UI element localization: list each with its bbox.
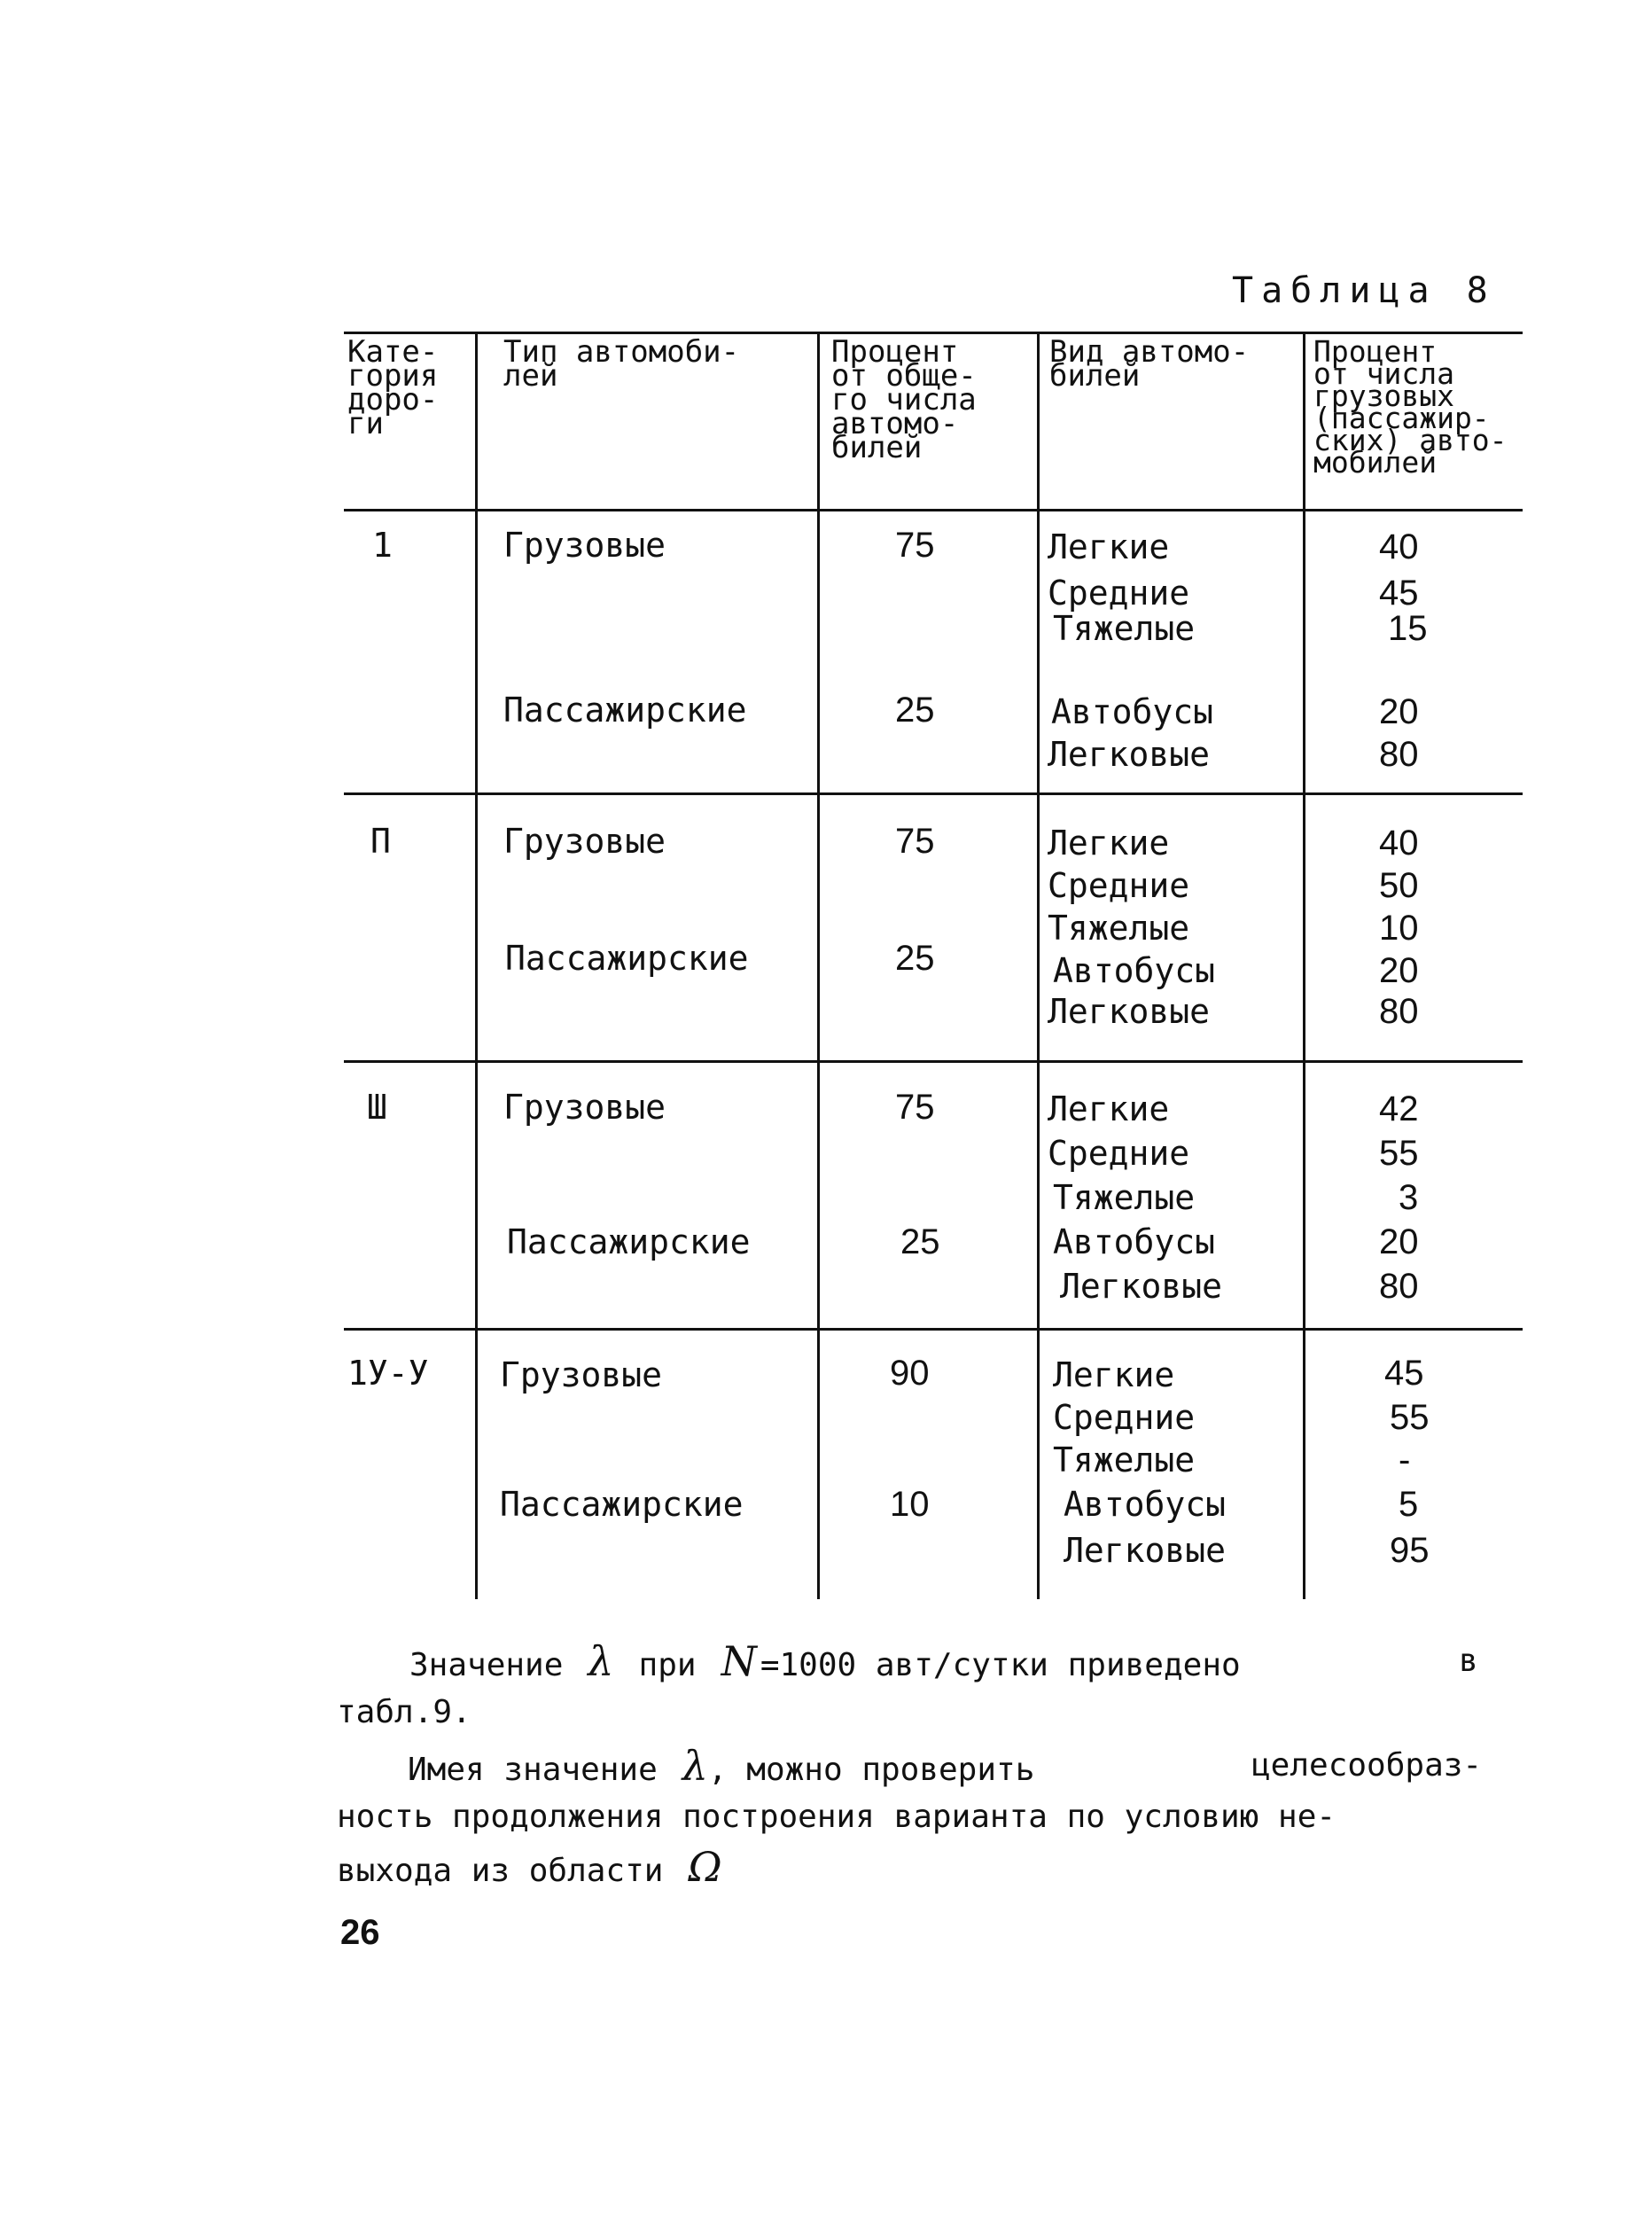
header-vehicle-kind: Вид автомо- билей: [1049, 334, 1250, 394]
kind-percent: 45: [1379, 574, 1419, 613]
text-segment: при: [638, 1647, 697, 1683]
kind-percent: 3: [1399, 1178, 1419, 1217]
kind-percent: 45: [1384, 1354, 1424, 1393]
text-segment: ность продолжения построения варианта по условию не-: [337, 1799, 1336, 1835]
kind-percent: 10: [1379, 909, 1419, 948]
kind-heavy: Тяжелые: [1048, 909, 1190, 948]
table-vline: [1037, 332, 1040, 1599]
n-symbol: N: [721, 1637, 757, 1685]
kind-bus: Автобусы: [1064, 1485, 1227, 1524]
type-freight: Грузовые: [503, 822, 666, 861]
table-vline: [475, 332, 478, 1599]
type-percent: 75: [895, 1088, 935, 1127]
text-segment: , можно проверить: [707, 1752, 1035, 1788]
kind-car: Легковые: [1048, 992, 1211, 1031]
type-passenger: Пассажирские: [507, 1222, 751, 1261]
kind-medium: Средние: [1048, 1134, 1190, 1173]
kind-percent: 42: [1379, 1089, 1419, 1128]
type-freight: Грузовые: [503, 1088, 666, 1127]
header-rule: [344, 509, 1523, 511]
text-segment: в: [1459, 1643, 1478, 1679]
category-label: 1У-У: [347, 1354, 429, 1393]
page-number: 26: [340, 1913, 380, 1952]
type-percent: 25: [895, 939, 935, 978]
kind-percent: 55: [1390, 1398, 1430, 1437]
category-label: 1: [372, 526, 393, 565]
paragraph-line-end: [1251, 1743, 1482, 1789]
text-segment: выхода из области: [337, 1853, 664, 1889]
data-table: [344, 332, 1523, 1599]
kind-light: Легкие: [1048, 824, 1170, 863]
kind-medium: Средние: [1048, 574, 1190, 613]
table-vline: [1303, 332, 1305, 1599]
omega-symbol: Ω: [688, 1843, 722, 1891]
kind-medium: Средние: [1053, 1398, 1196, 1437]
table-vline: [817, 332, 820, 1599]
kind-percent: 20: [1379, 1222, 1419, 1261]
kind-percent: 50: [1379, 866, 1419, 905]
group-rule: [344, 1060, 1523, 1063]
type-percent: 75: [895, 526, 935, 565]
group-rule: [344, 792, 1523, 795]
type-percent: 10: [890, 1485, 930, 1524]
kind-bus: Автобусы: [1051, 692, 1214, 731]
text-segment: табл.9.: [337, 1694, 471, 1730]
text-segment: Значение: [409, 1647, 564, 1683]
kind-percent: 40: [1379, 824, 1419, 863]
paragraph-line: [409, 1638, 1562, 1689]
kind-medium: Средние: [1048, 866, 1190, 905]
kind-heavy: Тяжелые: [1053, 1440, 1196, 1479]
paragraph-line: [337, 1844, 1489, 1894]
text-segment: =1000 авт/сутки приведено: [760, 1647, 1241, 1683]
text-segment: целесообраз-: [1251, 1747, 1483, 1784]
kind-percent: 55: [1379, 1134, 1419, 1173]
kind-percent: 80: [1379, 735, 1419, 774]
lambda-symbol: λ: [588, 1637, 614, 1685]
paragraph-line-end: [1459, 1638, 1478, 1684]
type-freight: Грузовые: [503, 526, 666, 565]
kind-light: Легкие: [1048, 527, 1170, 566]
kind-car: Легковые: [1048, 735, 1211, 774]
type-freight: Грузовые: [500, 1355, 663, 1394]
paragraph-line: [337, 1794, 1489, 1840]
kind-percent: 80: [1379, 992, 1419, 1031]
kind-percent: -: [1399, 1440, 1411, 1479]
kind-bus: Автобусы: [1053, 1222, 1216, 1261]
group-rule: [344, 1328, 1523, 1331]
header-percent-total: Процент от обще- го числа автомо- билей: [831, 334, 977, 465]
type-percent: 90: [890, 1354, 930, 1393]
kind-bus: Автобусы: [1053, 951, 1216, 990]
kind-light: Легкие: [1053, 1355, 1175, 1394]
type-passenger: Пассажирские: [505, 939, 749, 978]
type-percent: 75: [895, 822, 935, 861]
kind-percent: 15: [1388, 609, 1428, 648]
type-passenger: Пассажирские: [503, 691, 747, 730]
kind-light: Легкие: [1048, 1089, 1170, 1128]
kind-percent: 20: [1379, 951, 1419, 990]
text-segment: Имея значение: [408, 1752, 658, 1788]
header-vehicle-type: Тип автомоби- лей: [503, 334, 740, 394]
kind-percent: 40: [1379, 527, 1419, 566]
kind-heavy: Тяжелые: [1053, 1178, 1196, 1217]
kind-percent: 5: [1399, 1485, 1419, 1524]
type-passenger: Пассажирские: [500, 1485, 744, 1524]
kind-percent: 20: [1379, 692, 1419, 731]
lambda-symbol: λ: [682, 1742, 708, 1790]
header-category: Кате- гория доро- ги: [347, 334, 439, 441]
category-label: П: [370, 822, 391, 861]
kind-heavy: Тяжелые: [1053, 609, 1196, 648]
table-title: Таблица 8: [1232, 270, 1496, 311]
type-percent: 25: [900, 1222, 940, 1261]
kind-percent: 80: [1379, 1267, 1419, 1306]
category-label: Ш: [367, 1088, 387, 1127]
type-percent: 25: [895, 691, 935, 730]
kind-car: Легковые: [1064, 1531, 1227, 1570]
kind-car: Легковые: [1060, 1267, 1223, 1306]
paragraph-line: [337, 1690, 1489, 1736]
header-percent-group: Процент от числа грузовых (пассажир- ских) авто- мобилей: [1313, 334, 1508, 480]
kind-percent: 95: [1390, 1531, 1430, 1570]
